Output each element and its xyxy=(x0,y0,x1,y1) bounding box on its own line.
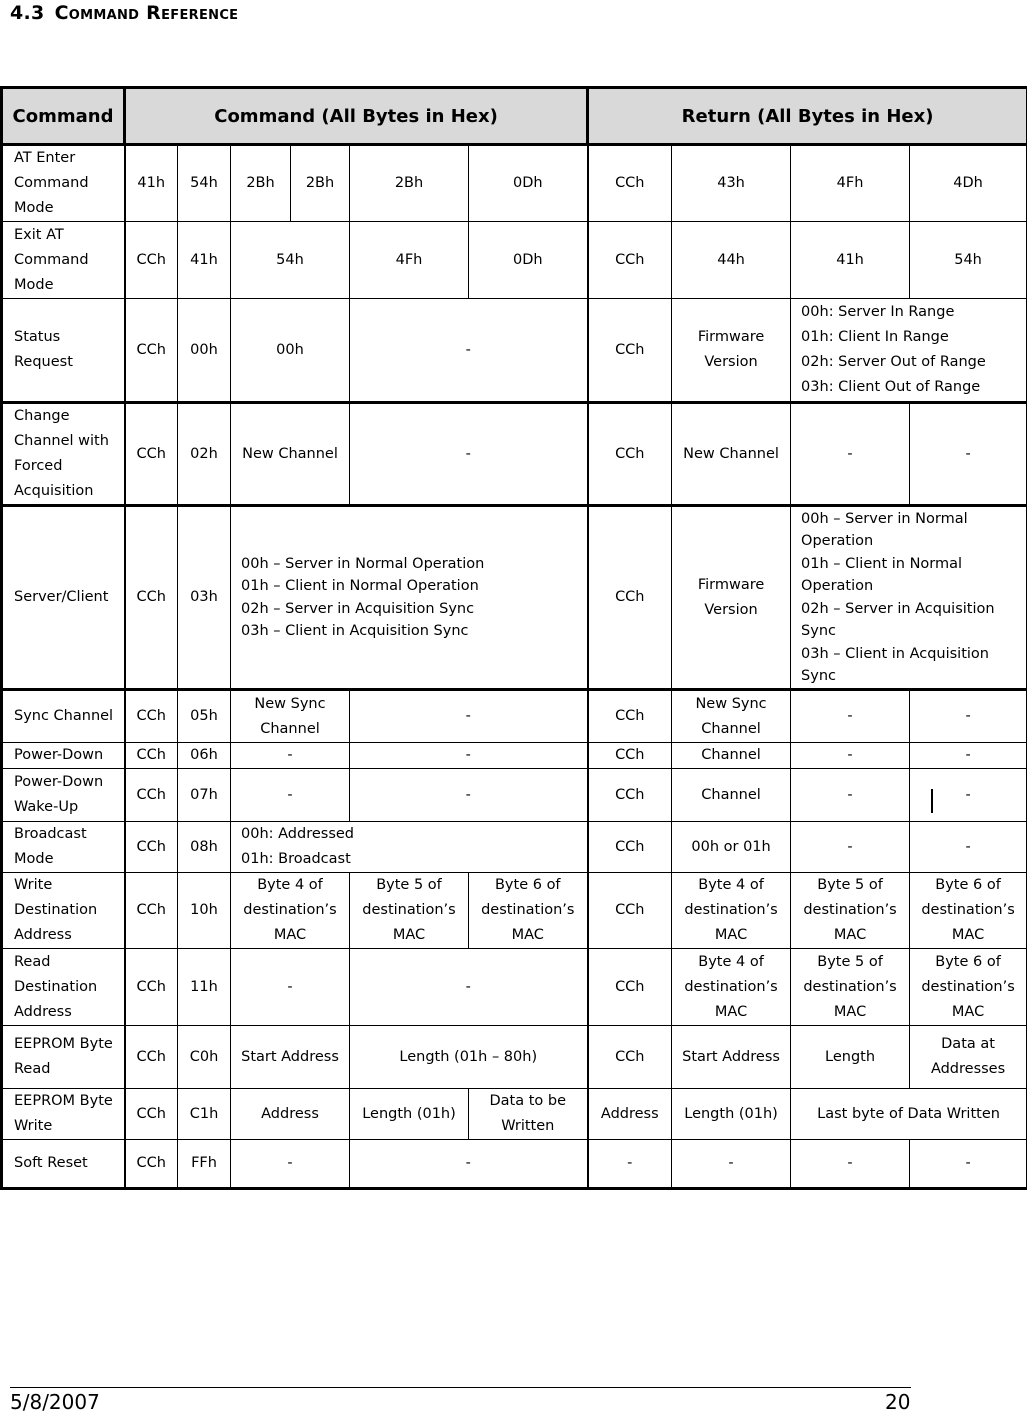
table-cell: Byte 5 of destination’s MAC xyxy=(350,873,469,949)
table-cell: - xyxy=(231,1140,350,1189)
table-cell: CCh xyxy=(588,403,672,506)
table-cell: 2Bh xyxy=(291,145,350,222)
command-name: EEPROM Byte Read xyxy=(2,1026,125,1089)
stray-vertical-mark xyxy=(931,789,933,813)
list-item: 02h – Server in Acquisition Sync xyxy=(241,600,475,617)
table-row xyxy=(2,506,1027,690)
table-cell: Firmware Version xyxy=(672,506,791,690)
list-item: 03h: Client Out of Range xyxy=(801,379,981,395)
table-cell: Start Address xyxy=(231,1026,350,1089)
table-cell: - xyxy=(350,403,588,506)
table-cell: CCh xyxy=(125,690,178,743)
table-cell: Byte 5 of destination’s MAC xyxy=(791,873,910,949)
header-return-bytes: Return (All Bytes in Hex) xyxy=(588,88,1027,145)
footer-divider xyxy=(10,1387,911,1388)
table-cell: - xyxy=(350,769,588,822)
table-cell: - xyxy=(910,769,1027,822)
table-cell: - xyxy=(791,743,910,769)
table-cell: - xyxy=(910,690,1027,743)
table-row xyxy=(2,299,1027,403)
table-cell: - xyxy=(350,1140,588,1189)
table-cell: - xyxy=(791,822,910,873)
table-cell: New Sync Channel xyxy=(231,690,350,743)
table-row xyxy=(2,222,1027,299)
table-cell: 05h xyxy=(178,690,231,743)
footer-date: 5/8/2007 xyxy=(10,1390,100,1414)
command-name: Broadcast Mode xyxy=(2,822,125,873)
command-name: Exit AT Command Mode xyxy=(2,222,125,299)
table-cell: CCh xyxy=(125,1089,178,1140)
table-cell: 2Bh xyxy=(350,145,469,222)
table-cell: Byte 4 of destination’s MAC xyxy=(231,873,350,949)
table-row xyxy=(2,873,1027,949)
table-cell: 4Dh xyxy=(910,145,1027,222)
table-cell: - xyxy=(350,299,588,403)
table-cell: - xyxy=(672,1140,791,1189)
table-cell: CCh xyxy=(125,1026,178,1089)
table-cell: - xyxy=(910,1140,1027,1189)
table-cell: 41h xyxy=(791,222,910,299)
table-cell: - xyxy=(588,1140,672,1189)
list-item: 03h – Client in Acquisition Sync xyxy=(801,645,989,684)
table-cell: CCh xyxy=(588,690,672,743)
list-item: 00h: Server In Range xyxy=(801,304,955,320)
command-name: Power-Down Wake-Up xyxy=(2,769,125,822)
table-cell: Channel xyxy=(672,743,791,769)
table-cell: Address xyxy=(588,1089,672,1140)
header-row xyxy=(2,88,1027,145)
table-cell: - xyxy=(231,743,350,769)
table-row xyxy=(2,743,1027,769)
table-cell: CCh xyxy=(125,743,178,769)
table-row xyxy=(2,769,1027,822)
table-cell: Byte 6 of destination’s MAC xyxy=(469,873,588,949)
list-item: 02h: Server Out of Range xyxy=(801,354,986,370)
command-name: Change Channel with Forced Acquisition xyxy=(2,403,125,506)
table-row xyxy=(2,949,1027,1026)
table-cell: - xyxy=(350,743,588,769)
table-cell: CCh xyxy=(588,506,672,690)
table-cell: - xyxy=(791,769,910,822)
table-cell: 44h xyxy=(672,222,791,299)
table-cell: 4Fh xyxy=(791,145,910,222)
table-cell: CCh xyxy=(588,949,672,1026)
command-name: Read Destination Address xyxy=(2,949,125,1026)
list-item: 01h – Client in Normal Operation xyxy=(241,578,479,594)
section-heading xyxy=(10,2,238,24)
table-cell: CCh xyxy=(125,222,178,299)
table-cell: 0Dh xyxy=(469,145,588,222)
table-cell: 02h xyxy=(178,403,231,506)
table-cell: CCh xyxy=(125,769,178,822)
list-item: 01h – Client in Normal Operation xyxy=(801,555,963,594)
table-cell: Data at Addresses xyxy=(910,1026,1027,1089)
table-row xyxy=(2,145,1027,222)
table-cell: Length (01h) xyxy=(350,1089,469,1140)
table-cell: - xyxy=(350,690,588,743)
table-cell: Start Address xyxy=(672,1026,791,1089)
table-cell: - xyxy=(791,690,910,743)
command-name: EEPROM Byte Write xyxy=(2,1089,125,1140)
table-cell: 03h xyxy=(178,506,231,690)
table-cell: Address xyxy=(231,1089,350,1140)
table-cell: CCh xyxy=(125,949,178,1026)
table-cell: CCh xyxy=(125,506,178,690)
table-cell: Byte 4 of destination’s MAC xyxy=(672,873,791,949)
list-item: 03h – Client in Acquisition Sync xyxy=(241,623,469,639)
table-cell: 54h xyxy=(231,222,350,299)
section-number: 4.3 xyxy=(10,2,45,24)
table-cell: - xyxy=(910,403,1027,506)
table-cell: New Sync Channel xyxy=(672,690,791,743)
command-name: Sync Channel xyxy=(2,690,125,743)
table-cell: CCh xyxy=(588,822,672,873)
section-title: Command Reference xyxy=(54,2,239,24)
table-cell: Byte 6 of destination’s MAC xyxy=(910,949,1027,1026)
table-row xyxy=(2,1089,1027,1140)
table-cell: Firmware Version xyxy=(672,299,791,403)
table-cell: 43h xyxy=(672,145,791,222)
table-cell: 00h xyxy=(231,299,350,403)
table-cell: - xyxy=(350,949,588,1026)
table-cell: 2Bh xyxy=(231,145,291,222)
table-cell: 41h xyxy=(125,145,178,222)
table-cell: CCh xyxy=(125,822,178,873)
table-cell: 00h or 01h xyxy=(672,822,791,873)
list-item: 01h: Client In Range xyxy=(801,329,949,345)
list-item: 02h – Server in Acquisition Sync xyxy=(801,600,995,639)
table-cell: - xyxy=(910,822,1027,873)
table-cell: - xyxy=(791,1140,910,1189)
list-item: 00h – Server in Normal Operation xyxy=(801,510,968,549)
broadcast-mode-list xyxy=(231,822,588,873)
table-cell: CCh xyxy=(588,299,672,403)
table-cell: CCh xyxy=(125,403,178,506)
command-name: Power-Down xyxy=(2,743,125,769)
table-cell: - xyxy=(910,743,1027,769)
table-cell: New Channel xyxy=(672,403,791,506)
table-row xyxy=(2,1026,1027,1089)
command-name: Soft Reset xyxy=(2,1140,125,1189)
table-cell: - xyxy=(231,949,350,1026)
table-cell: Byte 6 of destination’s MAC xyxy=(910,873,1027,949)
table-cell: CCh xyxy=(125,299,178,403)
table-cell: - xyxy=(791,403,910,506)
table-row xyxy=(2,1140,1027,1189)
table-cell: Byte 5 of destination’s MAC xyxy=(791,949,910,1026)
table-cell: C1h xyxy=(178,1089,231,1140)
status-return-list xyxy=(791,299,1027,403)
table-cell: CCh xyxy=(588,769,672,822)
table-cell: 54h xyxy=(178,145,231,222)
table-cell: CCh xyxy=(588,743,672,769)
table-cell: CCh xyxy=(588,222,672,299)
command-name: Server/Client xyxy=(2,506,125,690)
table-cell: 54h xyxy=(910,222,1027,299)
page-number: 20 xyxy=(885,1390,911,1414)
command-name: Write Destination Address xyxy=(2,873,125,949)
table-cell: 08h xyxy=(178,822,231,873)
table-row xyxy=(2,403,1027,506)
table-cell: 41h xyxy=(178,222,231,299)
command-reference-table xyxy=(0,86,1027,1190)
header-command: Command xyxy=(2,88,125,145)
table-cell: CCh xyxy=(125,873,178,949)
table-cell: Last byte of Data Written xyxy=(791,1089,1027,1140)
table-cell: CCh xyxy=(588,1026,672,1089)
table-cell: 0Dh xyxy=(469,222,588,299)
table-cell: Channel xyxy=(672,769,791,822)
table-cell: Data to be Written xyxy=(469,1089,588,1140)
table-cell: 07h xyxy=(178,769,231,822)
table-cell: CCh xyxy=(588,145,672,222)
mode-command-list xyxy=(231,506,588,690)
table-cell: Length xyxy=(791,1026,910,1089)
table-row xyxy=(2,822,1027,873)
table-cell: 11h xyxy=(178,949,231,1026)
table-cell: Length (01h – 80h) xyxy=(350,1026,588,1089)
table-cell: CCh xyxy=(125,1140,178,1189)
table-cell: FFh xyxy=(178,1140,231,1189)
table-cell: Length (01h) xyxy=(672,1089,791,1140)
list-item: 00h: Addressed xyxy=(241,826,355,842)
list-item: 01h: Broadcast xyxy=(241,851,351,867)
table-cell: 06h xyxy=(178,743,231,769)
table-cell: 00h xyxy=(178,299,231,403)
command-name: Status Request xyxy=(2,299,125,403)
table-cell: 10h xyxy=(178,873,231,949)
table-cell: 4Fh xyxy=(350,222,469,299)
list-item: 00h – Server in Normal Operation xyxy=(241,555,485,572)
mode-return-list xyxy=(791,506,1027,690)
table-cell: - xyxy=(231,769,350,822)
table-row xyxy=(2,690,1027,743)
table-cell: CCh xyxy=(588,873,672,949)
table-cell: New Channel xyxy=(231,403,350,506)
table-cell: Byte 4 of destination’s MAC xyxy=(672,949,791,1026)
command-name: AT Enter Command Mode xyxy=(2,145,125,222)
table-cell: C0h xyxy=(178,1026,231,1089)
header-command-bytes: Command (All Bytes in Hex) xyxy=(125,88,588,145)
